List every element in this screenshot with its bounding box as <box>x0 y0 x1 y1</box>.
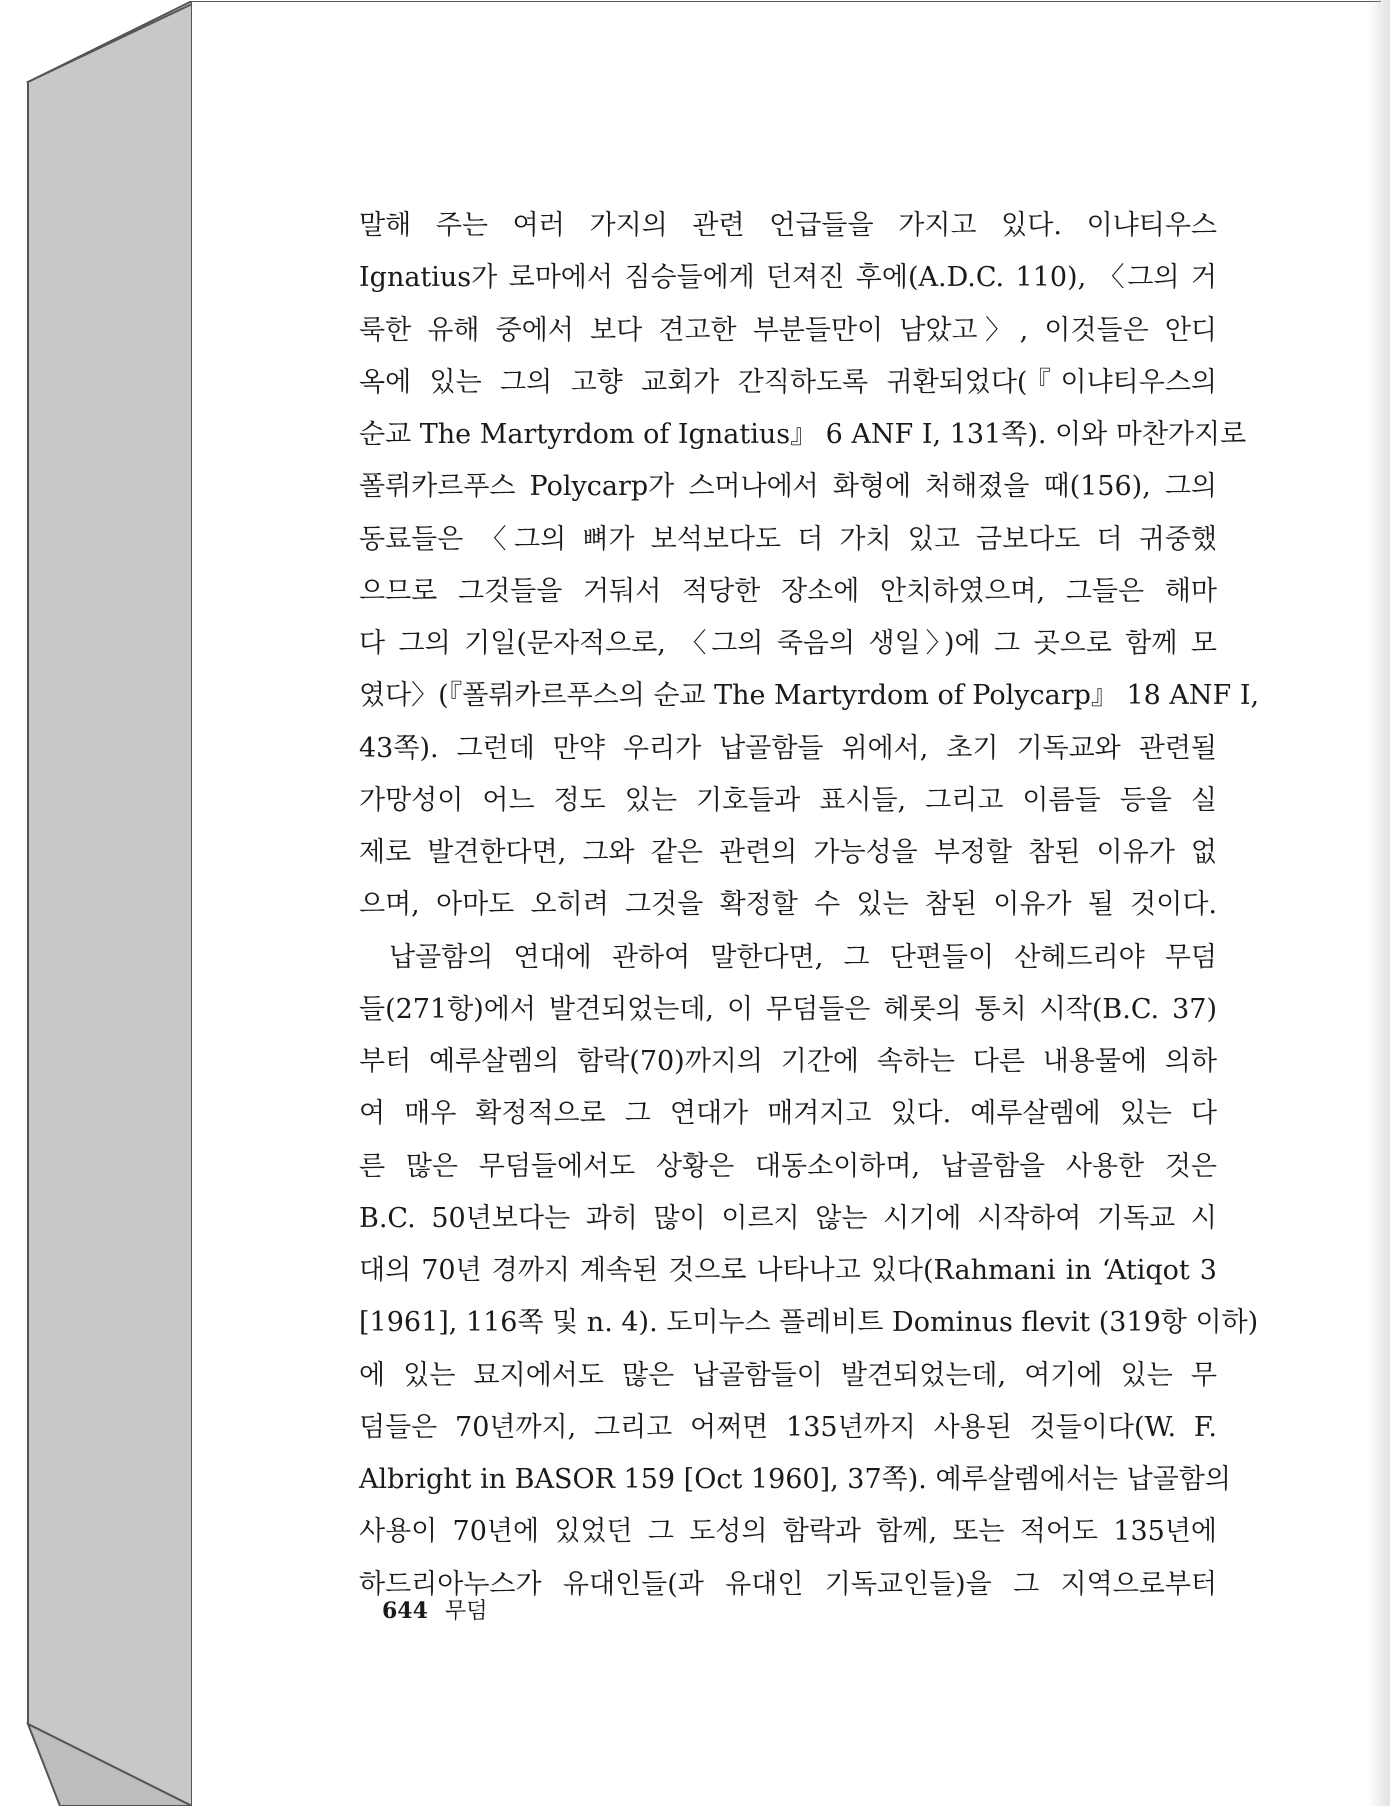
text-line: [1961], 116쪽 및 n. 4). 도미누스 플레비트 Dominus flevit (319항 이하) <box>359 1307 1259 1339</box>
text-line: 옥에 있는 그의 고향 교회가 간직하도록 귀환되었다(『이냐티우스의 <box>359 366 1217 398</box>
text-line: 동료들은 〈그의 뼈가 보석보다도 더 가치 있고 금보다도 더 귀중했 <box>359 523 1217 555</box>
text-line: 말해 주는 여러 가지의 관련 언급들을 가지고 있다. 이냐티우스 <box>359 210 1217 241</box>
text-line: 다 그의 기일(문자적으로, 〈그의 죽음의 생일〉)에 그 곳으로 함께 모 <box>359 628 1217 659</box>
text-line: 순교 The Martyrdom of Ignatius』 6 ANF I, 131쪽). 이와 마찬가지로 <box>359 419 1247 450</box>
page-number: 644 <box>382 1598 428 1624</box>
text-line: 덤들은 70년까지, 그리고 어쩌면 135년까지 사용된 것들이다(W. F. <box>359 1411 1217 1443</box>
text-line: Ignatius가 로마에서 짐승들에게 던져진 후에(A.D.C. 110), 〈그의 거 <box>359 262 1217 294</box>
text-line: 으므로 그것들을 거둬서 적당한 장소에 안치하였으며, 그들은 해마 <box>359 575 1217 607</box>
text-line: Albright in BASOR 159 [Oct 1960], 37쪽). 예루살렘에서는 납골함의 <box>359 1464 1231 1495</box>
text-line: 대의 70년 경까지 계속된 것으로 나타나고 있다(Rahmani in ‘Atiqot 3 <box>359 1255 1217 1286</box>
text-line: 부터 예루살렘의 함락(70)까지의 기간에 속하는 다른 내용물에 의하 <box>359 1046 1217 1077</box>
page-footer <box>382 1594 487 1625</box>
text-line: B.C. 50년보다는 과히 많이 이르지 않는 시기에 시작하여 기독교 시 <box>359 1202 1217 1234</box>
running-section-title: 무덤 <box>444 1599 488 1624</box>
body-text <box>359 200 1260 1611</box>
text-line: 사용이 70년에 있었던 그 도성의 함락과 함께, 또는 적어도 135년에 <box>359 1516 1217 1548</box>
page-edge-shadow <box>1368 0 1390 1806</box>
text-line: 가망성이 어느 정도 있는 기호들과 표시들, 그리고 이름들 등을 실 <box>359 784 1217 816</box>
text-line: 제로 발견한다면, 그와 같은 관련의 가능성을 부정할 참된 이유가 없 <box>359 837 1217 868</box>
text-line: 으며, 아마도 오히려 그것을 확정할 수 있는 참된 이유가 될 것이다. <box>359 889 1217 921</box>
book-spine <box>28 4 192 1806</box>
text-line: 43쪽). 그런데 만약 우리가 납골함들 위에서, 초기 기독교와 관련될 <box>359 732 1217 764</box>
text-line: 들(271항)에서 발견되었는데, 이 무덤들은 헤롯의 통치 시작(B.C. 37) <box>359 993 1217 1025</box>
text-line: 룩한 유해 중에서 보다 견고한 부분들만이 남았고〉, 이것들은 안디 <box>359 314 1217 346</box>
paragraph-start-line: 납골함의 연대에 관하여 말한다면, 그 단편들이 산헤드리야 무덤 <box>389 941 1217 973</box>
text-line: 폴뤼카르푸스 Polycarp가 스머나에서 화형에 처해졌을 때(156), 그의 <box>359 471 1217 503</box>
text-line: 른 많은 무덤들에서도 상황은 대동소이하며, 납골함을 사용한 것은 <box>359 1150 1217 1182</box>
text-line: 여 매우 확정적으로 그 연대가 매겨지고 있다. 예루살렘에 있는 다 <box>359 1098 1217 1130</box>
text-line: 에 있는 묘지에서도 많은 납골함들이 발견되었는데, 여기에 있는 무 <box>359 1359 1217 1391</box>
text-line: 였다〉(『폴뤼카르푸스의 순교 The Martyrdom of Polycarp』 18 ANF I, <box>359 680 1260 712</box>
text-line: 하드리아누스가 유대인들(과 유대인 기독교인들)을 그 지역으로부터 <box>359 1568 1217 1600</box>
